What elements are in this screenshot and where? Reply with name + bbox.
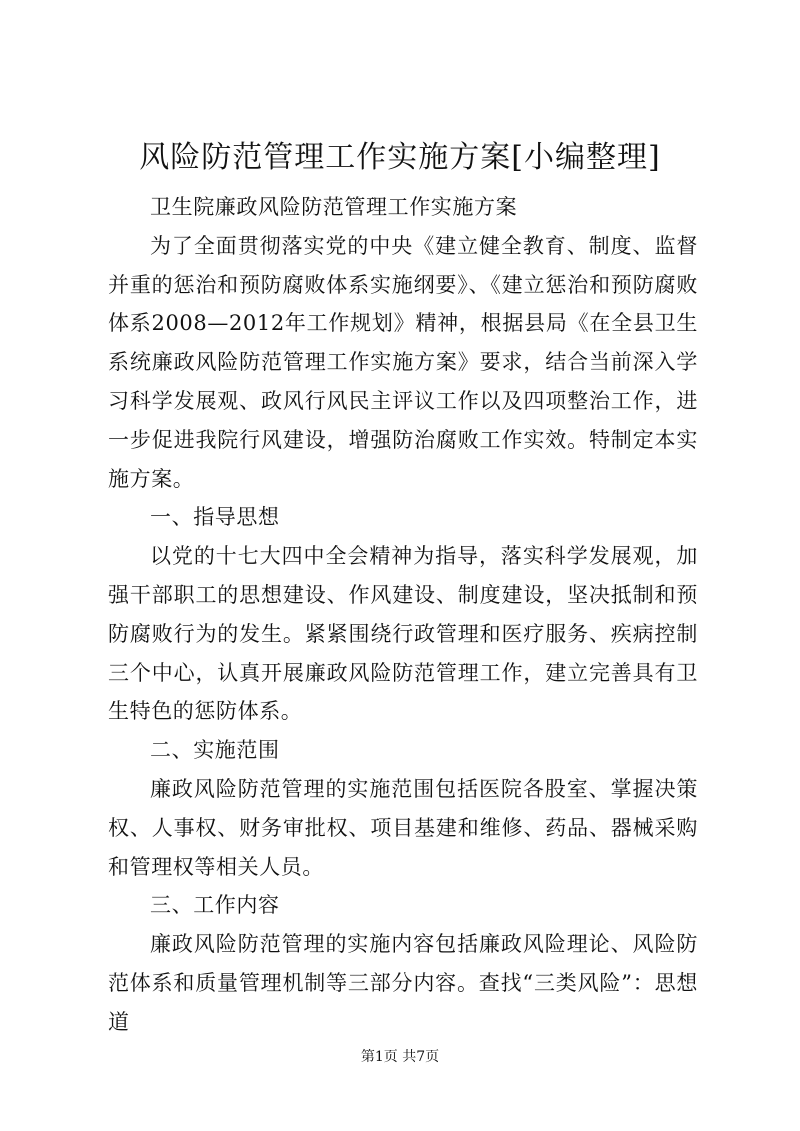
scope-paragraph: 廉政风险防范管理的实施范围包括医院各股室、掌握决策权、人事权、财务审批权、项目基建和维修、药品、器械采购和管理权等相关人员。	[108, 776, 698, 879]
work-content-paragraph: 廉政风险防范管理的实施内容包括廉政风险理论、风险防范体系和质量管理机制等三部分内容。查找“三类风险”：思想道	[108, 932, 698, 1034]
page-number-footer: 第1页 共7页	[360, 1049, 440, 1065]
section-heading-work-content: 三、工作内容	[150, 893, 280, 918]
intro-paragraph: 为了全面贯彻落实党的中央《建立健全教育、制度、监督并重的惩治和预防腐败体系实施纲要》、《建立惩治和预防腐败体系2008—2012年工作规划》精神，根据县局《在全县卫生系统廉政风险防范管理工作实施方案》要求，结合当前深入学习科学发展观、政风行风民主评议工作以及四项整治工作，进一步促进我院行风建设，增强防治腐败工作实效。特制定本实施方案。	[108, 233, 698, 491]
guiding-ideology-paragraph: 以党的十七大四中全会精神为指导，落实科学发展观，加强干部职工的思想建设、作风建设、制度建设，坚决抵制和预防腐败行为的发生。紧紧围绕行政管理和医疗服务、疾病控制三个中心，认真开展廉政风险防范管理工作，建立完善具有卫生特色的惩防体系。	[108, 544, 698, 724]
document-title: 风险防范管理工作实施方案[小编整理]	[139, 140, 661, 175]
subtitle-paragraph: 卫生院廉政风险防范管理工作实施方案	[150, 195, 518, 219]
section-heading-scope: 二、实施范围	[150, 738, 280, 763]
document-body	[108, 188, 698, 1042]
section-heading-guiding-ideology: 一、指导思想	[150, 505, 280, 530]
